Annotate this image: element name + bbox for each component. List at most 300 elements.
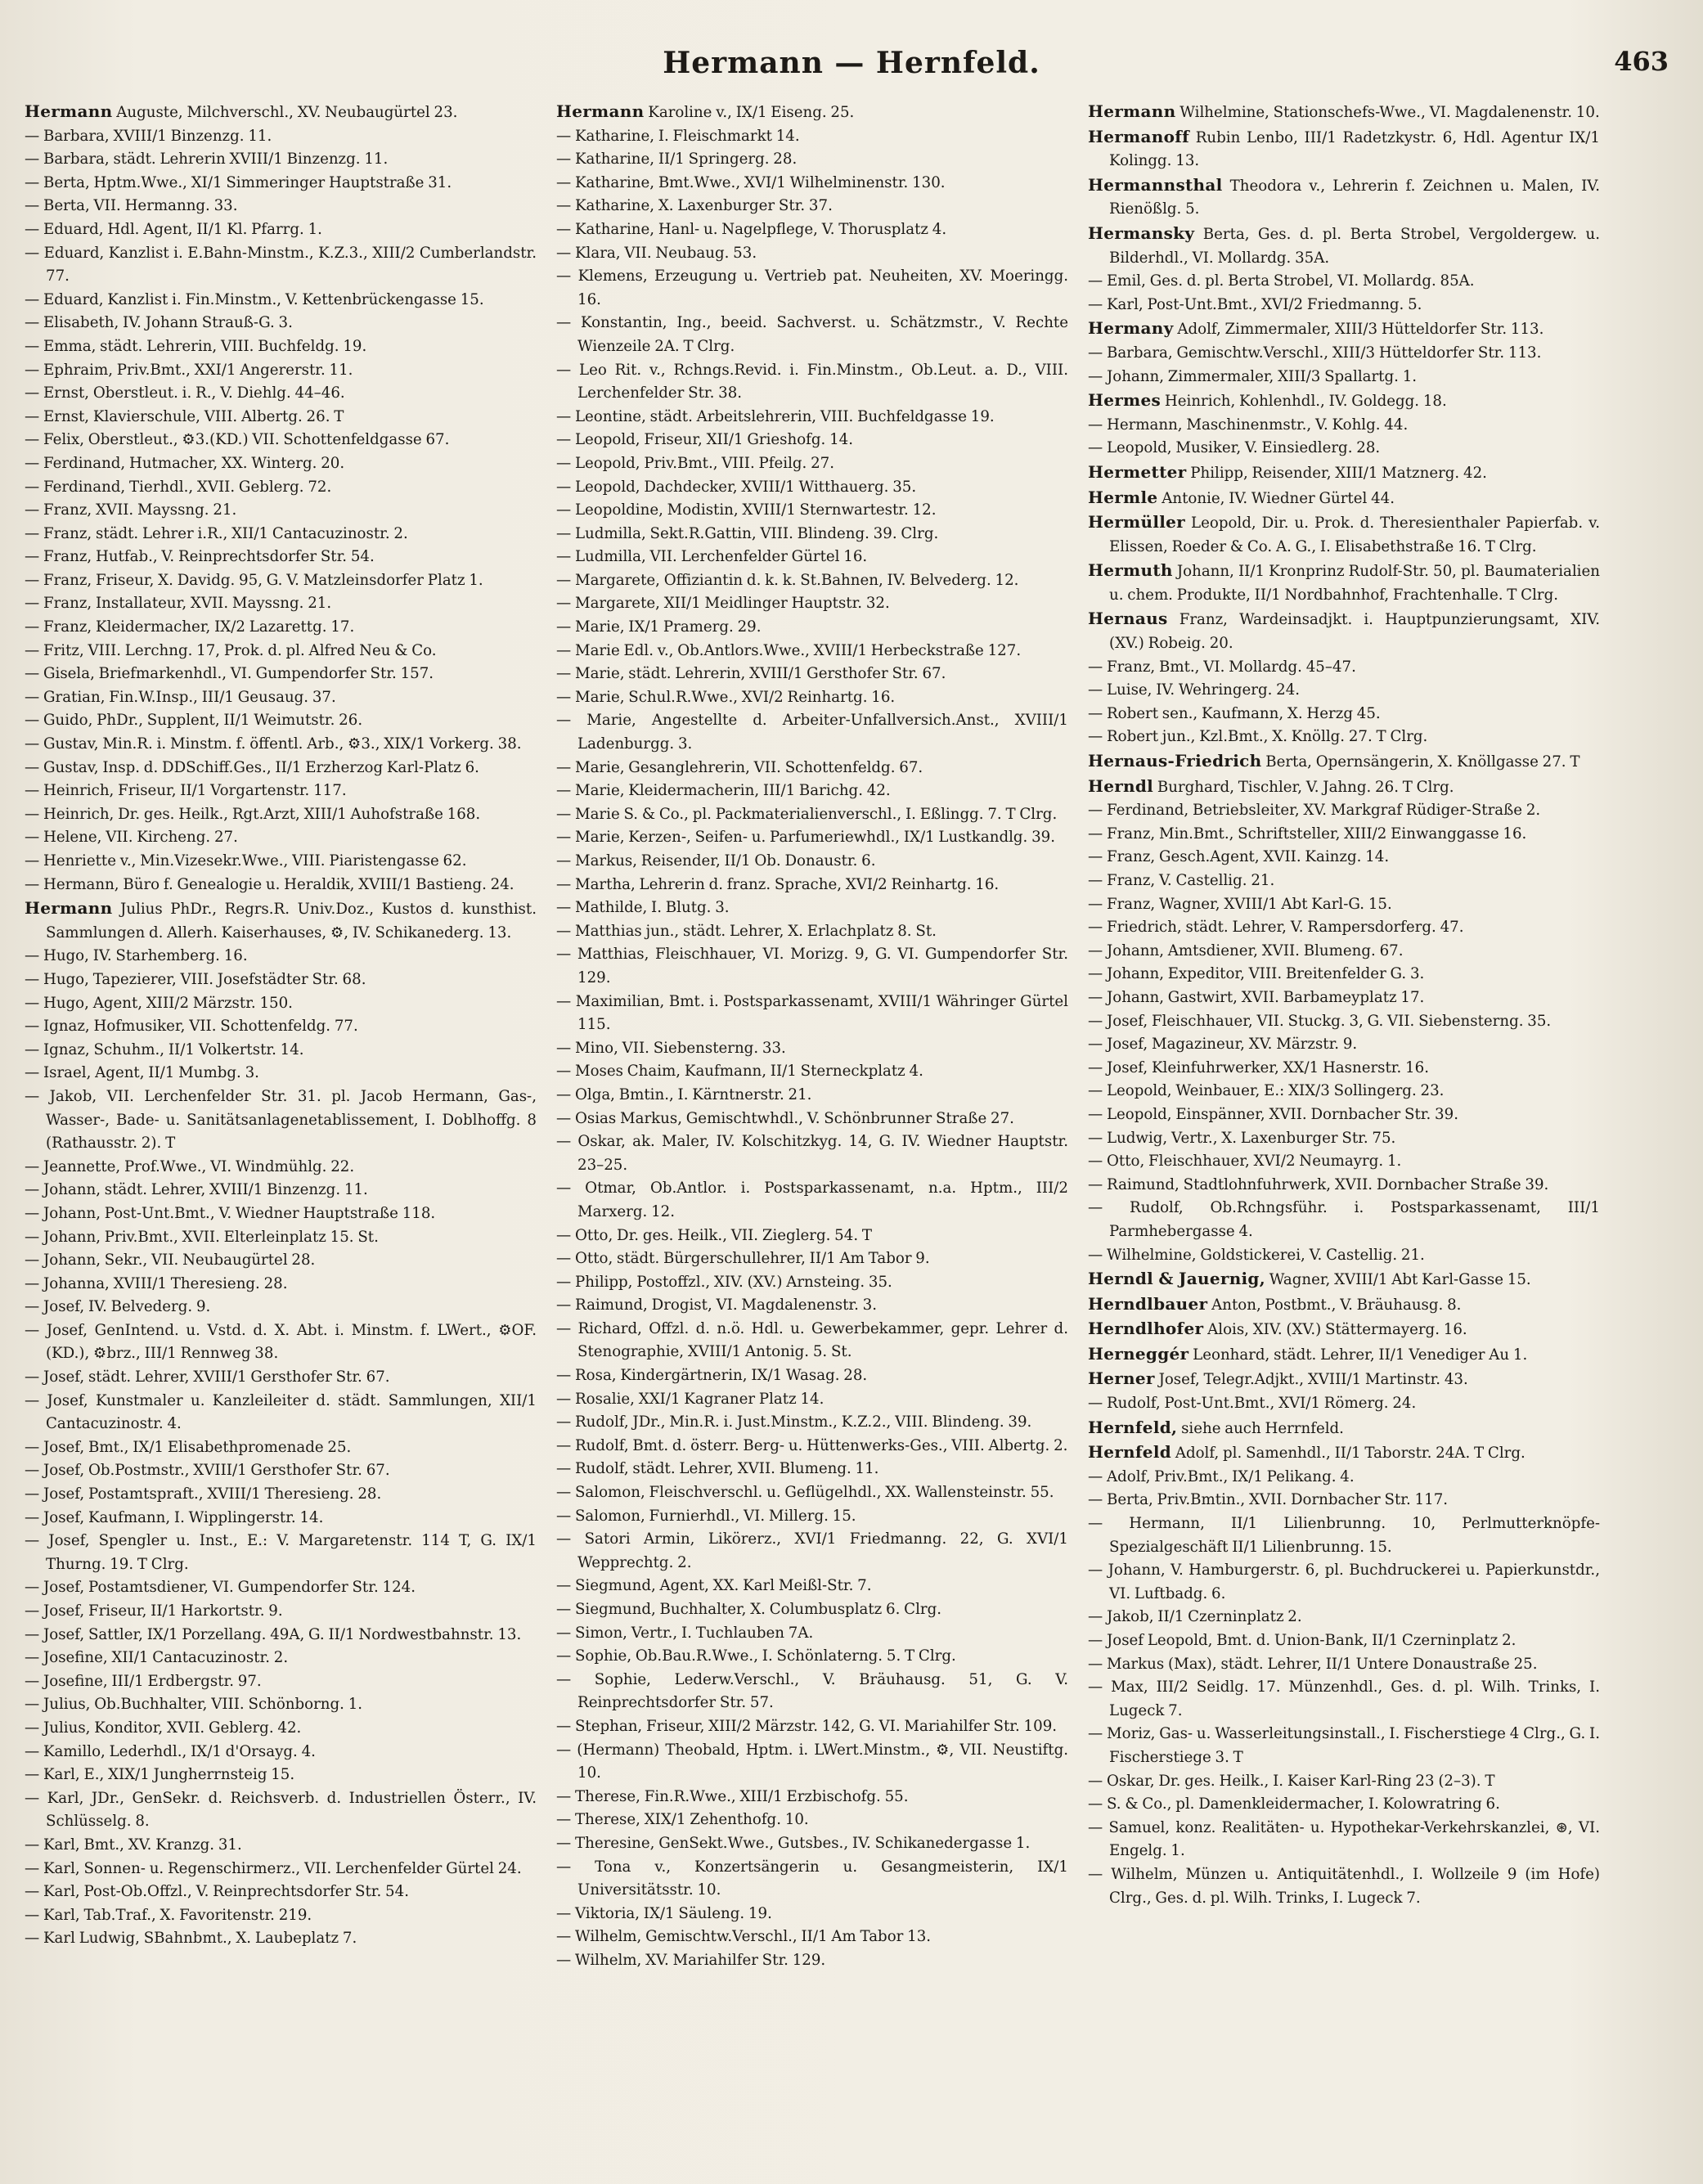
entry-text: — Leopoldine, Modistin, XVIII/1 Sternwartestr. 12. [556, 501, 937, 519]
entry-text: — Marie Edl. v., Ob.Antlors.Wwe., XVIII/1 Herbeckstraße 127. [556, 641, 1022, 659]
entry-text: — Josef, Magazineur, XV. Märzstr. 9. [1088, 1036, 1358, 1054]
entry-surname: Herndlbauer [1088, 1293, 1208, 1314]
directory-entry [25, 1600, 537, 1624]
directory-entry [556, 1130, 1068, 1177]
directory-entry [556, 709, 1068, 756]
directory-entry [25, 242, 537, 289]
entry-text: — Felix, Oberstleut., ⚙3.(KD.) VII. Schottenfeldgasse 67. [25, 431, 450, 449]
entry-text: — Ludmilla, Sekt.R.Gattin, VIII. Blindeng. 39. Clrg. [556, 524, 939, 542]
directory-entry [556, 1271, 1068, 1295]
directory-entry [25, 406, 537, 429]
directory-entry [25, 640, 537, 663]
directory-entry [1088, 1010, 1600, 1034]
directory-entry [1088, 940, 1600, 964]
directory-entry [25, 218, 537, 242]
directory-entry [556, 242, 1068, 266]
directory-entry [1088, 870, 1600, 893]
entry-surname: Hernaus-Friedrich [1088, 751, 1262, 771]
entry-text: — Josef, Sattler, IX/1 Porzellang. 49A, G. II/1 Nordwestbahnstr. 13. [25, 1625, 522, 1643]
directory-entry [25, 1179, 537, 1202]
entry-surname: Hermann [1088, 101, 1176, 121]
directory-entry [556, 1809, 1068, 1832]
directory-entry [25, 874, 537, 897]
entry-text: — Max, III/2 Seidlg. 17. Münzenhdl., Ges. d. pl. Wilh. Trinks, I. Lugeck 7. [1088, 1678, 1600, 1719]
entry-text: — Konstantin, Ing., beeid. Sachverst. u. Schätzmstr., V. Rechte Wienzeile 2A. T Clrg. [556, 314, 1068, 355]
directory-entry [1088, 294, 1600, 317]
directory-entry [1088, 846, 1600, 870]
directory-entry [25, 1764, 537, 1787]
directory-entry [556, 1318, 1068, 1364]
entry-surname: Hermanoff [1088, 126, 1190, 146]
entry-text: — Friedrich, städt. Lehrer, V. Rampersdorferg. 47. [1088, 919, 1464, 937]
entry-text: — Julius, Konditor, XVII. Geblerg. 42. [25, 1719, 302, 1737]
entry-text: — Franz, XVII. Mayssng. 21. [25, 501, 237, 519]
entry-text: — Josef, Ob.Postmstr., XVIII/1 Gersthofer Str. 67. [25, 1462, 390, 1480]
directory-entry [25, 1881, 537, 1904]
entry-text: — Martha, Lehrerin d. franz. Sprache, XVI/2 Reinhartg. 16. [556, 875, 1000, 893]
entry-text: Burghard, Tischler, V. Jahng. 26. T Clrg. [1157, 778, 1454, 796]
directory-entry [1088, 749, 1600, 775]
directory-entry [556, 1645, 1068, 1669]
entry-text: Wagner, XVIII/1 Abt Karl-Gasse 15. [1269, 1271, 1531, 1289]
directory-entry [556, 1669, 1068, 1715]
entry-text: — Berta, Priv.Bmtin., XVII. Dornbacher Str. 117. [1088, 1491, 1449, 1509]
entry-surname: Herndlhofer [1088, 1319, 1204, 1339]
entry-text: — Elisabeth, IV. Johann Strauß-G. 3. [25, 314, 293, 332]
directory-entry [1088, 1174, 1600, 1198]
entry-text: — Guido, PhDr., Supplent, II/1 Weimutstr. 26. [25, 712, 363, 730]
entry-text: — Karl, Sonnen- u. Regenschirmerz., VII. Lerchenfelder Gürtel 24. [25, 1859, 522, 1877]
directory-entry [1088, 916, 1600, 940]
directory-entry [25, 709, 537, 733]
directory-entry [1088, 222, 1600, 270]
entry-text: Franz, Wardeinsadjkt. i. Hauptpunzierungsamt, XIV. (XV.) Robeig. 20. [1109, 611, 1600, 653]
directory-entry [556, 523, 1068, 546]
entry-text: — Johanna, XVIII/1 Theresieng. 28. [25, 1274, 288, 1292]
directory-entry [556, 1786, 1068, 1809]
directory-entry [1088, 1416, 1600, 1441]
entry-text: — Markus (Max), städt. Lehrer, II/1 Untere Donaustraße 25. [1088, 1655, 1538, 1673]
entry-text: — Robert jun., Kzl.Bmt., X. Knöllg. 27. T Clrg. [1088, 728, 1428, 746]
directory-entry [25, 968, 537, 992]
directory-entry [556, 1832, 1068, 1856]
entry-text: — Josef, Postamtspraft., XVIII/1 Theresieng. 28. [25, 1485, 382, 1503]
page-number: 463 [1614, 46, 1669, 77]
entry-text: — Raimund, Stadtlohnfuhrwerk, XVII. Dornbacher Straße 39. [1088, 1175, 1549, 1193]
entry-text: — Leo Rit. v., Rchngs.Revid. i. Fin.Minstm., Ob.Leut. a. D., VIII. Lerchenfelder Str. 38. [556, 361, 1068, 402]
entry-text: — Viktoria, IX/1 Säuleng. 19. [556, 1904, 772, 1922]
entry-text: — Rosa, Kindergärtnerin, IX/1 Wasag. 28. [556, 1367, 868, 1385]
entry-text: — Klemens, Erzeugung u. Vertrieb pat. Neuheiten, XV. Moeringg. 16. [556, 267, 1068, 308]
directory-entry [556, 265, 1068, 312]
directory-entry [556, 359, 1068, 406]
entry-text: — Otto, städt. Bürgerschullehrer, II/1 Am Tabor 9. [556, 1250, 930, 1268]
entry-text: — Eduard, Hdl. Agent, II/1 Kl. Pfarrg. 1. [25, 220, 322, 238]
directory-entry [25, 1156, 537, 1180]
entry-text: — Katharine, Bmt.Wwe., XVI/1 Wilhelminenstr. 130. [556, 173, 946, 191]
entry-text: Johann, II/1 Kronprinz Rudolf-Str. 50, pl. Baumaterialien u. chem. Produkte, II/1 Nordbahnhof, Frachtenhalle. T Clrg. [1109, 563, 1600, 604]
directory-entry [1088, 366, 1600, 389]
entry-text: — Osias Markus, Gemischtwhdl., V. Schönbrunner Straße 27. [556, 1109, 1014, 1127]
entry-text: — Otto, Fleischhauer, XVI/2 Neumayrg. 1. [1088, 1153, 1402, 1171]
entry-text: — Johann, Post-Unt.Bmt., V. Wiedner Hauptstraße 118. [25, 1204, 436, 1222]
entry-text: — Franz, Friseur, X. Davidg. 95, G. V. Matzleinsdorfer Platz 1. [25, 571, 483, 589]
directory-entry [25, 616, 537, 640]
entry-text: — Katharine, I. Fleischmarkt 14. [556, 127, 800, 145]
directory-entry [25, 1624, 537, 1647]
entry-text: — Barbara, städt. Lehrerin XVIII/1 Binzenzg. 11. [25, 151, 389, 169]
entry-text: — Simon, Vertr., I. Tuchlauben 7A. [556, 1624, 814, 1642]
directory-entry [25, 172, 537, 195]
entry-text: — Ignaz, Schuhm., II/1 Volkertstr. 14. [25, 1040, 304, 1058]
column-1 [25, 100, 537, 1973]
directory-entry [1088, 1489, 1600, 1512]
running-title: Hermann — Hernfeld. [663, 46, 1040, 80]
entry-text: — Karl, JDr., GenSekr. d. Reichsverb. d. Industriellen Österr., IV. Schlüsselg. 8. [25, 1789, 537, 1831]
directory-entry [25, 733, 537, 757]
entry-text: — Therese, Fin.R.Wwe., XIII/1 Erzbischofg. 55. [556, 1787, 909, 1805]
entry-text: — Franz, Gesch.Agent, XVII. Kainzg. 14. [1088, 848, 1390, 866]
directory-entry [556, 640, 1068, 663]
directory-entry [1088, 173, 1600, 222]
entry-text: — Johann, Priv.Bmt., XVII. Elterleinplatz 15. St. [25, 1228, 379, 1246]
entry-text: — Matthias jun., städt. Lehrer, X. Erlachplatz 8. St. [556, 922, 937, 940]
entry-text: — S. & Co., pl. Damenkleidermacher, I. Kolowratring 6. [1088, 1795, 1500, 1813]
entry-text: — Emil, Ges. d. pl. Berta Strobel, VI. Mollardg. 85A. [1088, 272, 1475, 290]
entry-text: — Josef, Friseur, II/1 Harkortstr. 9. [25, 1602, 283, 1620]
directory-entry [556, 1458, 1068, 1481]
directory-entry [25, 686, 537, 710]
directory-entry [556, 1388, 1068, 1412]
directory-entry [556, 312, 1068, 358]
entry-text: — Eduard, Kanzlist i. E.Bahn-Minstm., K.Z.3., XIII/2 Cumberlandstr. 77. [25, 244, 537, 285]
entry-text: — Ferdinand, Hutmacher, XX. Winterg. 20. [25, 454, 345, 472]
entry-text: — Johann, Sekr., VII. Neubaugürtel 28. [25, 1252, 316, 1270]
entry-text: Berta, Opernsängerin, X. Knöllgasse 27. T [1265, 753, 1580, 771]
directory-entry [556, 1622, 1068, 1646]
entry-text: — Katharine, X. Laxenburger Str. 37. [556, 197, 833, 215]
directory-entry [1088, 389, 1600, 414]
directory-entry [556, 1084, 1068, 1108]
entry-text: — Hermann, Büro f. Genealogie u. Heraldik, XVIII/1 Bastieng. 24. [25, 875, 514, 893]
entry-text: — Rudolf, Bmt. d. österr. Berg- u. Hüttenwerks-Ges., VIII. Albertg. 2. [556, 1436, 1068, 1454]
entry-surname: Hermannsthal [1088, 174, 1223, 195]
directory-entry [1088, 1392, 1600, 1416]
entry-text: — Ernst, Klavierschule, VIII. Albertg. 26. T [25, 407, 344, 425]
entry-text: — Josef, Postamtsdiener, VI. Gumpendorfer Str. 124. [25, 1579, 416, 1597]
directory-entry [556, 452, 1068, 476]
entry-text: — Leopold, Weinbauer, E.: XIX/3 Sollingerg. 23. [1088, 1082, 1445, 1100]
directory-entry [1088, 1676, 1600, 1723]
directory-entry [556, 172, 1068, 195]
entry-text: — Wilhelm, Münzen u. Antiquitätenhdl., I. Wollzeile 9 (im Hofe) Clrg., Ges. d. pl. Wilh. Trinks, I. Lugeck 7. [1088, 1865, 1600, 1907]
entry-text: — Franz, Wagner, XVIII/1 Abt Karl-G. 15. [1088, 895, 1392, 913]
directory-entry [556, 1177, 1068, 1224]
directory-entry [25, 1296, 537, 1319]
entry-text: — Ignaz, Hofmusiker, VII. Schottenfeldg. 77. [25, 1018, 358, 1036]
entry-text: — Otto, Dr. ges. Heilk., VII. Zieglerg. 54. T [556, 1226, 873, 1244]
entry-text: Leonhard, städt. Lehrer, II/1 Venediger Au 1. [1193, 1346, 1528, 1364]
directory-entry [1088, 1342, 1600, 1368]
entry-text: — Hermann, Maschinenmstr., V. Kohlg. 44. [1088, 416, 1409, 434]
directory-entry [25, 499, 537, 523]
directory-entry [1088, 1793, 1600, 1817]
directory-entry [1088, 1863, 1600, 1910]
entry-surname: Herndl & Jauernig, [1088, 1269, 1265, 1289]
entry-text: — Franz, Installateur, XVII. Mayssng. 21. [25, 595, 332, 613]
entry-text: Antonie, IV. Wiedner Gürtel 44. [1162, 489, 1395, 507]
directory-entry [25, 897, 537, 945]
entry-text: — Johann, V. Hamburgerstr. 6, pl. Buchdruckerei u. Papierkunstdr., VI. Luftbadg. 6. [1088, 1562, 1600, 1602]
entry-text: — Rudolf, JDr., Min.R. i. Just.Minstm., K.Z.2., VIII. Blindeng. 39. [556, 1413, 1032, 1431]
entry-text: — Salomon, Furnierhdl., VI. Millerg. 15. [556, 1507, 856, 1525]
directory-entry [556, 100, 1068, 125]
directory-entry [1088, 1367, 1600, 1392]
entry-text: — Franz, Hutfab., V. Reinprechtsdorfer Str. 54. [25, 548, 375, 566]
entry-surname: Hernfeld, [1088, 1417, 1178, 1437]
entry-text: — Sophie, Lederw.Verschl., V. Bräuhausg. 51, G. V. Reinprechtsdorfer Str. 57. [556, 1670, 1068, 1712]
directory-entry [1088, 823, 1600, 847]
entry-text: — Josef, Kunstmaler u. Kanzleileiter d. städt. Sammlungen, XII/1 Cantacuzinostr. 4. [25, 1391, 537, 1433]
directory-entry [25, 359, 537, 383]
directory-entry [1088, 486, 1600, 511]
entry-text: — Franz, städt. Lehrer i.R., XII/1 Cantacuzinostr. 2. [25, 524, 408, 542]
entry-text: — Karl Ludwig, SBahnbmt., X. Laubeplatz 7. [25, 1930, 357, 1948]
entry-text: — Kamillo, Lederhdl., IX/1 d'Orsayg. 4. [25, 1742, 316, 1760]
directory-entry [1088, 342, 1600, 366]
directory-entry [1088, 1317, 1600, 1342]
entry-text: — Marie, städt. Lehrerin, XVIII/1 Gersthofer Str. 67. [556, 665, 946, 683]
entry-text: — Maximilian, Bmt. i. Postsparkassenamt, XVIII/1 Währinger Gürtel 115. [556, 992, 1068, 1034]
entry-text: Karoline v., IX/1 Eiseng. 25. [648, 104, 855, 121]
entry-text: Alois, XIV. (XV.) Stättermayerg. 16. [1207, 1321, 1467, 1339]
directory-entry [556, 1575, 1068, 1598]
entry-text: — Franz, Min.Bmt., Schriftsteller, XIII/2 Einwanggasse 16. [1088, 825, 1527, 843]
directory-entry [1088, 656, 1600, 680]
entry-surname: Hermüller [1088, 512, 1186, 533]
directory-entry [556, 1435, 1068, 1458]
directory-entry [1088, 125, 1600, 173]
entry-text: — Sophie, Ob.Bau.R.Wwe., I. Schönlaterng. 5. T Clrg. [556, 1647, 956, 1665]
directory-entry [556, 757, 1068, 780]
directory-entry [556, 1411, 1068, 1435]
entry-text: — Therese, XIX/1 Zehenthofg. 10. [556, 1811, 809, 1829]
entry-surname: Hermann [25, 898, 113, 919]
directory-entry [556, 826, 1068, 850]
entry-text: — Josef, Spengler u. Inst., E.: V. Margaretenstr. 114 T, G. IX/1 Thurng. 19. T Clrg. [25, 1532, 537, 1573]
directory-entry [1088, 1606, 1600, 1629]
entry-text: — Berta, Hptm.Wwe., XI/1 Simmeringer Hauptstraße 31. [25, 173, 452, 191]
entry-text: — Klara, VII. Neubaug. 53. [556, 244, 757, 262]
directory-entry [556, 920, 1068, 944]
entry-text: Adolf, pl. Samenhdl., II/1 Taborstr. 24A. T Clrg. [1175, 1445, 1526, 1463]
entry-text: — Marie, Schul.R.Wwe., XVI/2 Reinhartg. 16. [556, 688, 896, 706]
directory-entry [1088, 799, 1600, 823]
entry-text: Josef, Telegr.Adjkt., XVIII/1 Martinstr. 43. [1158, 1371, 1468, 1389]
entry-text: — Gratian, Fin.W.Insp., III/1 Geusaug. 37. [25, 688, 336, 706]
directory-entry [25, 289, 537, 312]
entry-text: — Hugo, Tapezierer, VIII. Josefstädter Str. 68. [25, 970, 366, 988]
directory-entry [1088, 775, 1600, 800]
entry-text: — Rudolf, Post-Unt.Bmt., XVI/1 Römerg. 24. [1088, 1395, 1417, 1413]
directory-entry [556, 195, 1068, 218]
directory-entry [556, 943, 1068, 990]
directory-entry [25, 382, 537, 406]
entry-text: — Ludwig, Vertr., X. Laxenburger Str. 75. [1088, 1129, 1396, 1147]
directory-entry [1088, 1559, 1600, 1606]
entry-surname: Hermuth [1088, 560, 1173, 581]
directory-entry [1088, 1817, 1600, 1863]
entry-surname: Hermann [25, 101, 113, 121]
entry-text: — Johann, Zimmermaler, XIII/3 Spallartg. 1. [1088, 367, 1418, 385]
directory-entry [25, 452, 537, 476]
entry-text: — Samuel, konz. Realitäten- u. Hypothekar-Verkehrskanzlei, ⊛, VI. Engelg. 1. [1088, 1818, 1600, 1860]
directory-entry [1088, 461, 1600, 486]
entry-text: — Johann, Expeditor, VIII. Breitenfelder G. 3. [1088, 965, 1425, 983]
entry-text: — Ernst, Oberstleut. i. R., V. Diehlg. 44–46. [25, 384, 345, 402]
entry-text: — Matthias, Fleischhauer, VI. Morizg. 9, G. VI. Gumpendorfer Str. 129. [556, 946, 1068, 986]
directory-entry [25, 1249, 537, 1273]
entry-text: — Oskar, ak. Maler, IV. Kolschitzkyg. 14, G. IV. Wiedner Hauptstr. 23–25. [556, 1133, 1068, 1174]
entry-text: — Josef, GenIntend. u. Vstd. d. X. Abt. i. Minstm. f. LWert., ⚙OF. (KD.), ⚙brz., III/1 Rennweg 38. [25, 1321, 537, 1363]
directory-entry [25, 1273, 537, 1296]
directory-entry [556, 803, 1068, 827]
entry-text: — Gustav, Min.R. i. Minstm. f. öffentl. Arb., ⚙3., XIX/1 Vorkerg. 38. [25, 735, 522, 753]
directory-entry [25, 148, 537, 172]
directory-entry [556, 991, 1068, 1037]
directory-entry [1088, 1653, 1600, 1677]
directory-entry [25, 1366, 537, 1390]
directory-entry [25, 757, 537, 780]
directory-entry [1088, 559, 1600, 607]
directory-entry [25, 1507, 537, 1530]
directory-entry [1088, 1512, 1600, 1559]
directory-entry [1088, 414, 1600, 438]
directory-entry [25, 335, 537, 359]
directory-entry [25, 1530, 537, 1576]
directory-entry [1088, 1057, 1600, 1081]
entry-text: — Fritz, VIII. Lerchng. 17, Prok. d. pl. Alfred Neu & Co. [25, 641, 437, 659]
entry-text: — Jeannette, Prof.Wwe., VI. Windmühlg. 22. [25, 1157, 355, 1175]
entry-text: — Franz, V. Castellig. 21. [1088, 872, 1275, 889]
directory-entry [25, 1483, 537, 1507]
entry-text: — Rosalie, XXI/1 Kagraner Platz 14. [556, 1390, 825, 1408]
directory-entry [556, 1949, 1068, 1973]
entry-text: — Jakob, II/1 Czerninplatz 2. [1088, 1608, 1302, 1626]
entry-text: — Robert sen., Kaufmann, X. Herzg 45. [1088, 704, 1381, 722]
directory-entry [556, 1926, 1068, 1949]
directory-entry [25, 1062, 537, 1085]
entry-text: — Josef, Kleinfuhrwerker, XX/1 Hasnerstr. 16. [1088, 1058, 1429, 1076]
entry-text: — Marie, Kerzen-, Seifen- u. Parfumeriewhdl., IX/1 Lustkandlg. 39. [556, 829, 1056, 847]
entry-text: — Josef, städt. Lehrer, XVIII/1 Gersthofer Str. 67. [25, 1368, 390, 1386]
entry-text: — (Hermann) Theobald, Hptm. i. LWert.Minstm., ⚙, VII. Neustiftg. 10. [556, 1741, 1068, 1782]
directory-entry [25, 100, 537, 125]
directory-entry [25, 1436, 537, 1460]
directory-entry [556, 850, 1068, 874]
entry-text: Berta, Ges. d. pl. Berta Strobel, Vergoldergew. u. Bilderhdl., VI. Mollardg. 35A. [1109, 225, 1600, 267]
entry-text: — Karl, Post-Unt.Bmt., XVI/2 Friedmanng. 5. [1088, 295, 1422, 313]
entry-text: — Leopold, Dachdecker, XVIII/1 Witthauerg. 35. [556, 478, 917, 496]
directory-entry [25, 1741, 537, 1764]
entry-text: — Josefine, III/1 Erdbergstr. 97. [25, 1672, 262, 1690]
directory-entry [25, 1039, 537, 1063]
directory-entry [556, 499, 1068, 523]
directory-entry [25, 569, 537, 593]
entry-text: — Ferdinand, Betriebsleiter, XV. Markgraf Rüdiger-Straße 2. [1088, 802, 1541, 820]
entry-surname: Herner [1088, 1368, 1155, 1389]
directory-entry [556, 1364, 1068, 1388]
entry-text: — Rudolf, Ob.Rchngsführ. i. Postsparkassenamt, III/1 Parmhebergasse 4. [1088, 1199, 1600, 1240]
directory-entry [25, 945, 537, 968]
entry-text: Theodora v., Lehrerin f. Zeichnen u. Malen, IV. Rienößlg. 5. [1109, 177, 1600, 218]
directory-entry [25, 992, 537, 1016]
directory-entry [556, 1856, 1068, 1903]
entry-surname: Hermany [1088, 318, 1174, 339]
directory-entry [556, 1108, 1068, 1131]
directory-entry [1088, 726, 1600, 749]
entry-text: — Otmar, Ob.Antlor. i. Postsparkassenamt, n.a. Hptm., III/2 Marxerg. 12. [556, 1180, 1068, 1220]
entry-text: — Mathilde, I. Blutg. 3. [556, 899, 730, 917]
directory-entry [556, 546, 1068, 569]
entry-text: — Barbara, XVIII/1 Binzenzg. 11. [25, 127, 272, 145]
directory-entry [556, 1294, 1068, 1318]
entry-text: — Karl, Post-Ob.Offzl., V. Reinprechtsdorfer Str. 54. [25, 1883, 409, 1901]
directory-entry [25, 780, 537, 803]
entry-text: — Marie S. & Co., pl. Packmaterialienverschl., I. Eßlingg. 7. T Clrg. [556, 805, 1058, 823]
directory-entry [556, 569, 1068, 593]
directory-entry [25, 1670, 537, 1694]
directory-entry [556, 780, 1068, 803]
directory-entry [25, 476, 537, 500]
directory-entry [556, 1247, 1068, 1271]
entry-text: — Adolf, Priv.Bmt., IX/1 Pelikang. 4. [1088, 1467, 1355, 1485]
entry-text: — Katharine, II/1 Springerg. 28. [556, 151, 798, 169]
directory-entry [1088, 1150, 1600, 1174]
directory-entry [1088, 1080, 1600, 1103]
column-2 [556, 100, 1068, 1973]
directory-entry [25, 125, 537, 149]
directory-entry [1088, 1244, 1600, 1268]
entry-text: Leopold, Dir. u. Prok. d. Theresienthaler Papierfab. v. Elissen, Roeder & Co. A. G., I. Elisabethstraße 16. T Clrg. [1109, 515, 1600, 555]
directory-entry [556, 874, 1068, 897]
entry-text: — Mino, VII. Siebensterng. 33. [556, 1039, 786, 1057]
entry-text: — Franz, Bmt., VI. Mollardg. 45–47. [1088, 658, 1356, 676]
entry-text: — Olga, Bmtin., I. Kärntnerstr. 21. [556, 1085, 812, 1103]
entry-text: — Leopold, Priv.Bmt., VIII. Pfeilg. 27. [556, 454, 835, 472]
directory-entry [25, 1015, 537, 1039]
directory-entry [556, 663, 1068, 686]
directory-entry [556, 218, 1068, 242]
directory-entry [556, 1903, 1068, 1926]
directory-entry [556, 592, 1068, 616]
directory-entry [556, 686, 1068, 710]
entry-text: siehe auch Herrnfeld. [1181, 1419, 1344, 1437]
entry-text: — Tona v., Konzertsängerin u. Gesangmeisterin, IX/1 Universitätsstr. 10. [556, 1858, 1068, 1899]
directory-entry [556, 1505, 1068, 1529]
entry-text: Auguste, Milchverschl., XV. Neubaugürtel 23. [116, 104, 458, 121]
entry-surname: Herndl [1088, 775, 1154, 796]
directory-entry [25, 850, 537, 874]
directory-entry [25, 592, 537, 616]
entry-text: — Julius, Ob.Buchhalter, VIII. Schönborng. 1. [25, 1696, 363, 1714]
directory-entry [25, 1834, 537, 1858]
directory-entry [25, 1085, 537, 1156]
directory-entry [1088, 1127, 1600, 1151]
directory-entry [25, 1226, 537, 1250]
entry-text: — Ludmilla, VII. Lerchenfelder Gürtel 16. [556, 548, 868, 566]
directory-entry [1088, 270, 1600, 294]
